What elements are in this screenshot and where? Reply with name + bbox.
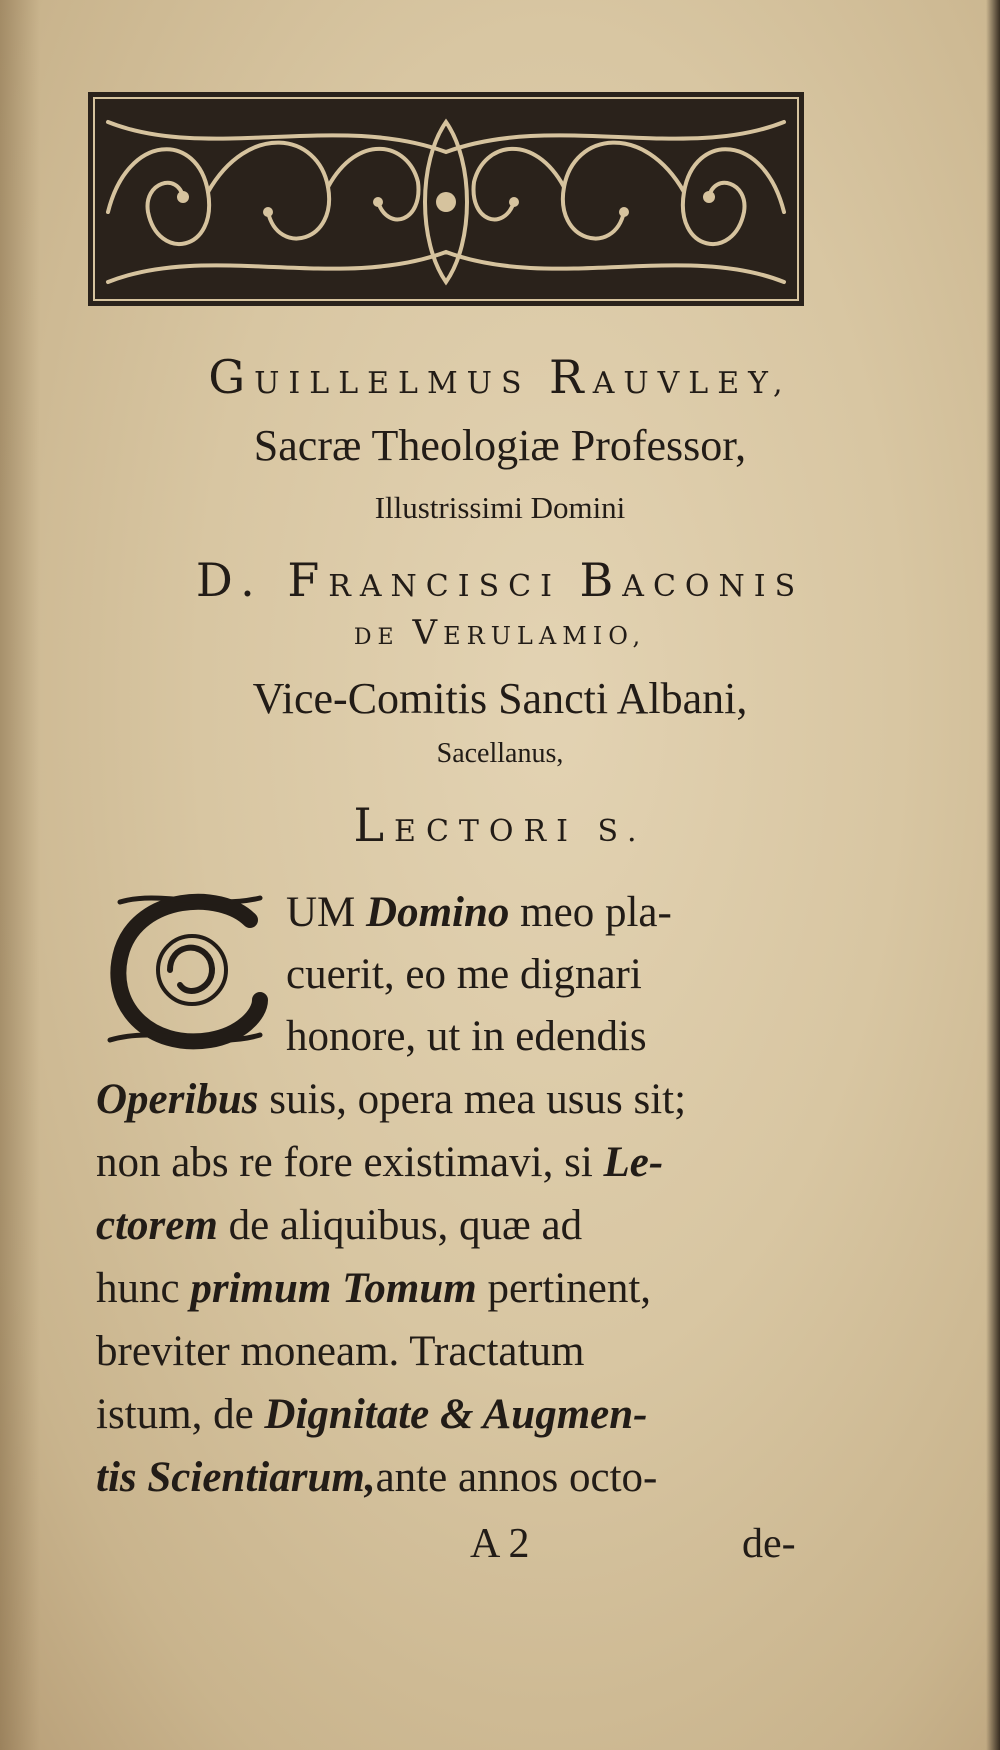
body-line-8: breviter moneam. Tractatum bbox=[96, 1328, 585, 1375]
body-line-10: tis Scientiarum,ante annos octo- bbox=[96, 1454, 658, 1501]
patron-line: D. FRANCISCI BACONIS bbox=[195, 553, 805, 607]
body-line-2: cuerit, eo me dignari bbox=[286, 951, 642, 998]
body-line-4: Operibus suis, opera mea usus sit; bbox=[96, 1076, 687, 1123]
author-line: GUILLELMUS RAUVLEY, bbox=[208, 350, 792, 404]
body-line-9: istum, de Dignitate & Augmen- bbox=[96, 1391, 648, 1438]
body-line-5: non abs re fore existimavi, si Le- bbox=[96, 1139, 664, 1186]
ornamental-headpiece-icon bbox=[88, 92, 804, 306]
body-line-6: ctorem de aliquibus, quæ ad bbox=[96, 1202, 583, 1249]
lectori-line: LECTORI S. bbox=[353, 798, 647, 852]
body-line-3: honore, ut in edendis bbox=[286, 1013, 647, 1060]
signature-mark: A 2 bbox=[470, 1521, 530, 1567]
sacellanus-line: Sacellanus, bbox=[436, 738, 564, 769]
vice-comitis-line: Vice-Comitis Sancti Albani, bbox=[252, 674, 748, 723]
de-verulamio-line: DE VERULAMIO, bbox=[353, 613, 647, 653]
body-line-1: UM Domino meo pla- bbox=[286, 889, 672, 936]
body-line-7: hunc primum Tomum pertinent, bbox=[96, 1265, 652, 1312]
decorated-initial-icon bbox=[100, 890, 268, 1050]
illustrissimi-line: Illustrissimi Domini bbox=[374, 490, 626, 525]
title-line: Sacræ Theologiæ Professor, bbox=[253, 421, 747, 470]
catchword: de- bbox=[742, 1521, 796, 1567]
drop-cap-letter: C bbox=[100, 890, 101, 891]
